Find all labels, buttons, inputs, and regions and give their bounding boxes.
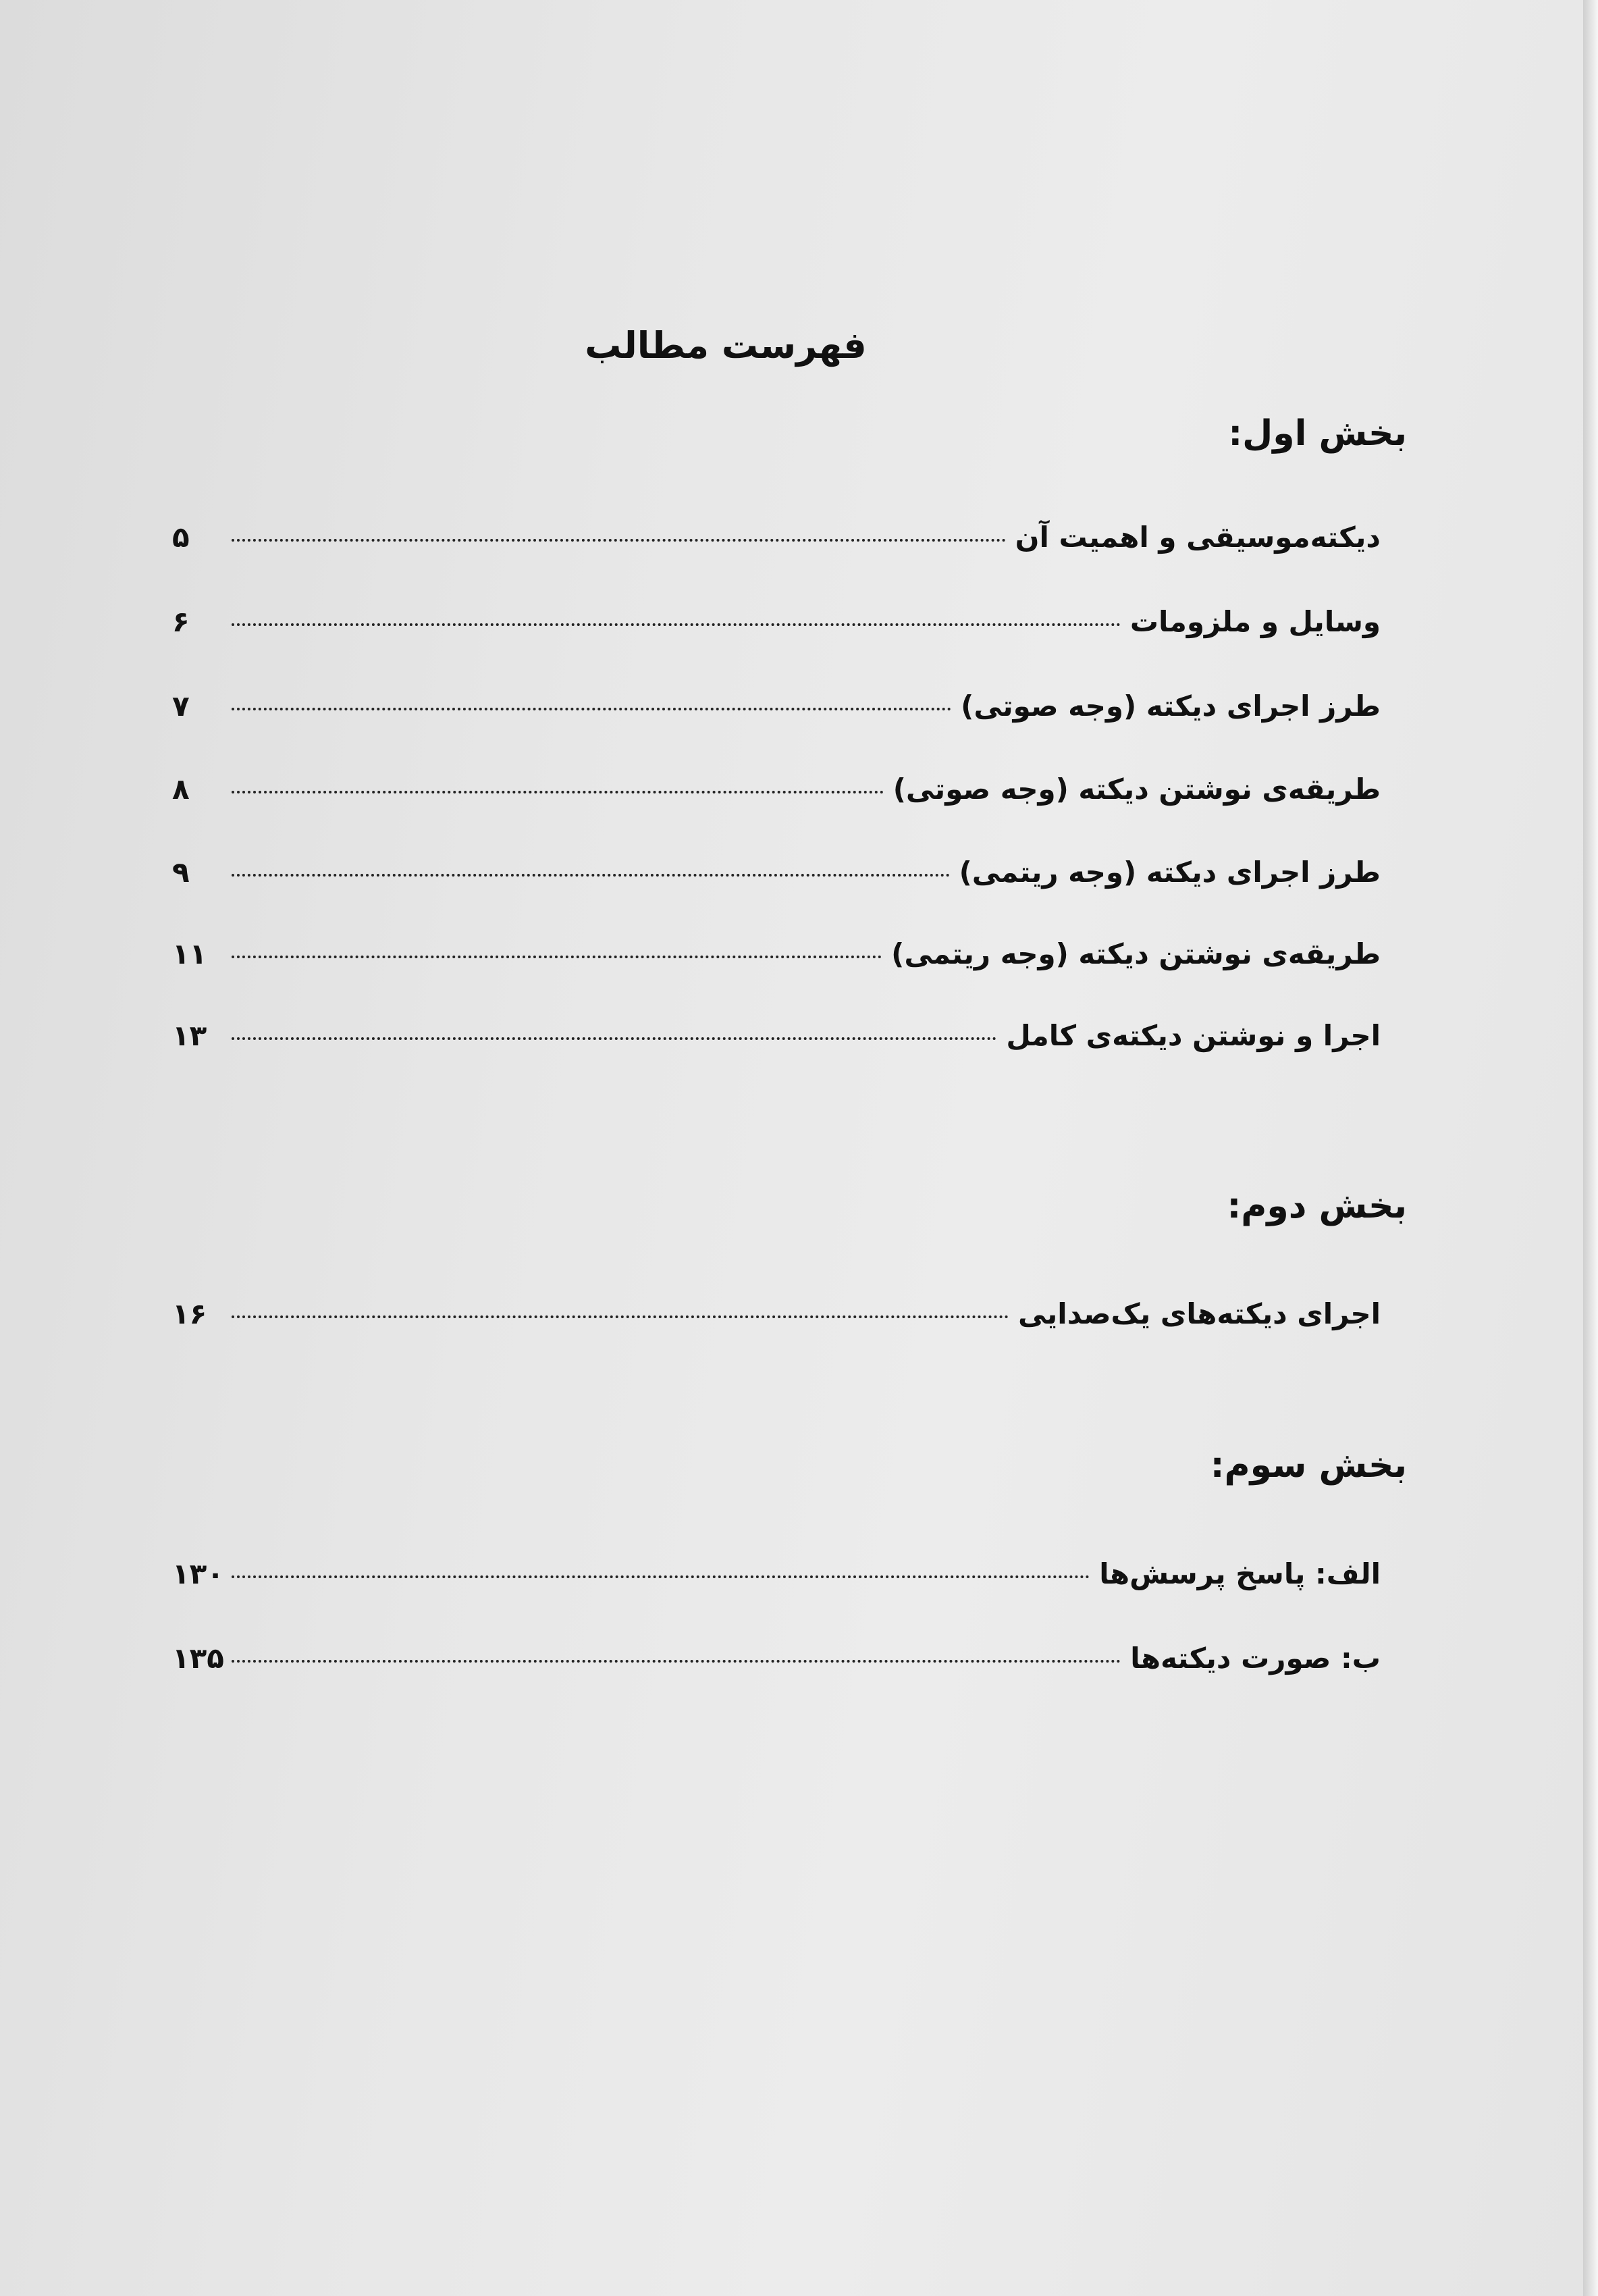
toc-entry-label: طرز اجرای دیکته (وجه صوتی) [961,689,1381,723]
toc-entry-page: ۱۱ [172,937,207,970]
toc-entry-page: ۷ [172,689,190,723]
toc-entry-page: ۱۶ [172,1297,207,1330]
toc-entry-label: الف: پاسخ پرسش‌ها [1099,1557,1381,1590]
toc-entry-label: طریقه‌ی نوشتن دیکته (وجه ریتمی) [891,937,1381,970]
toc-entry-page: ۱۳ [172,1019,207,1052]
toc-entry-page: ۱۳۵ [172,1642,224,1675]
leader-dots [232,708,951,710]
page-edge [1583,0,1598,2296]
toc-entry-label: طریقه‌ی نوشتن دیکته (وجه صوتی) [893,773,1381,806]
toc-entry-label: اجرا و نوشتن دیکته‌ی کامل [1006,1019,1381,1052]
leader-dots [232,956,882,958]
toc-entry-page: ۱۳۰ [172,1557,224,1590]
leader-dots [232,1037,996,1040]
leader-dots [232,539,1006,542]
toc-entry-label: دیکته‌موسیقی و اهمیت آن [1015,521,1381,554]
section-heading-2: بخش دوم: [1227,1186,1407,1226]
toc-entry [172,916,1381,970]
section-heading-1: بخش اول: [1228,413,1407,454]
leader-dots [232,623,1121,626]
toc-entry [172,669,1381,723]
toc-entry [172,998,1381,1052]
leader-dots [232,1575,1090,1578]
toc-entry [172,835,1381,889]
toc-entry [172,1276,1381,1330]
page-title: فهرست مطالب [585,324,867,367]
toc-entry [172,1621,1381,1675]
toc-entry [172,752,1381,806]
section-heading-3: بخش سوم: [1210,1445,1407,1486]
toc-entry-page: ۹ [172,856,190,889]
toc-entry-label: ب: صورت دیکته‌ها [1130,1642,1381,1675]
toc-entry [172,500,1381,554]
toc-entry [172,584,1381,638]
leader-dots [232,1315,1009,1318]
leader-dots [232,791,884,793]
toc-entry-page: ۵ [172,521,190,554]
toc-entry-label: طرز اجرای دیکته (وجه ریتمی) [959,856,1381,889]
leader-dots [232,874,950,877]
toc-entry [172,1536,1381,1590]
toc-entry-label: اجرای دیکته‌های یک‌صدایی [1018,1297,1381,1330]
toc-entry-label: وسایل و ملزومات [1129,605,1381,638]
toc-entry-page: ۸ [172,773,190,806]
leader-dots [232,1660,1121,1663]
toc-entry-page: ۶ [172,605,190,638]
